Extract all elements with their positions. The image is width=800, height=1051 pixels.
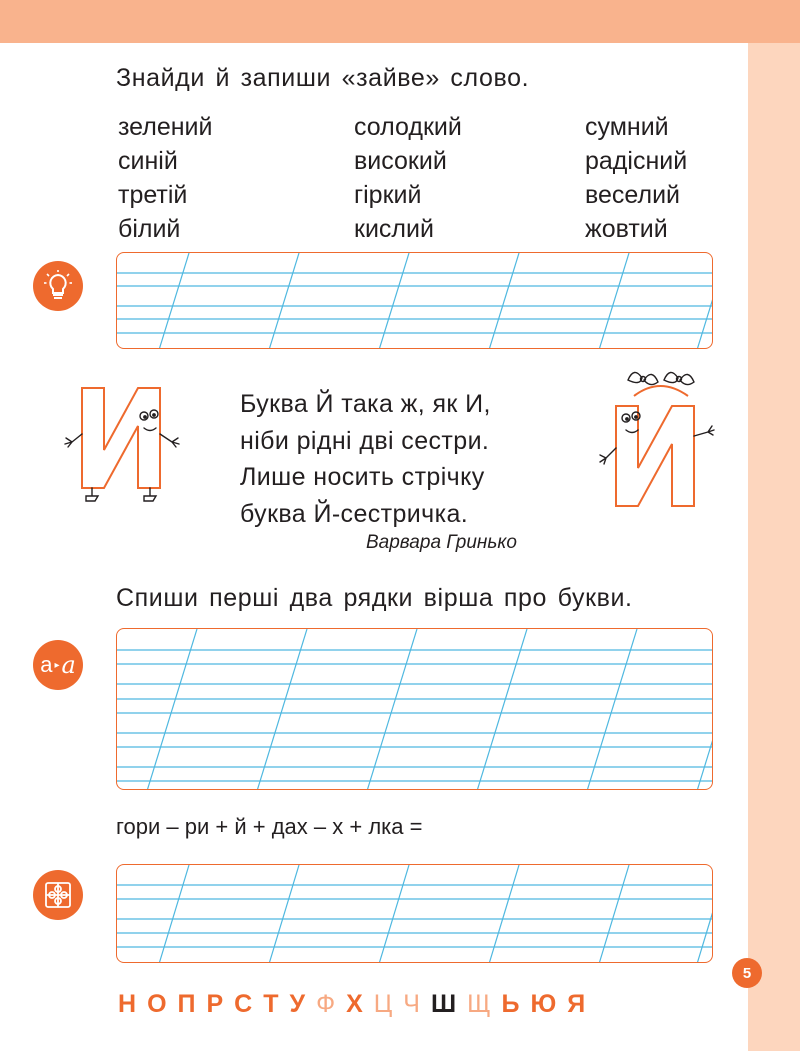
alphabet-letter: Т — [263, 990, 279, 1018]
alphabet-letter: Ю — [530, 990, 557, 1018]
alphabet-letter: Ч — [403, 990, 420, 1018]
alphabet-letter: У — [289, 990, 306, 1018]
alphabet-letter: Х — [346, 990, 363, 1018]
writing-lines-2[interactable] — [116, 628, 713, 790]
word: зелений — [118, 113, 213, 141]
alphabet-letter: Н — [118, 990, 137, 1018]
task1-instruction: Знайди й запиши «зайве» слово. — [116, 64, 530, 92]
alphabet-letter: Ш — [430, 990, 457, 1018]
alphabet-letter: О — [147, 990, 167, 1018]
poem-line: Лише носить стрічку — [240, 463, 485, 491]
writing-lines-3[interactable] — [116, 864, 713, 963]
word: жовтий — [585, 215, 668, 243]
word: кислий — [354, 215, 434, 243]
poem-line: буква Й-сестричка. — [240, 499, 469, 528]
poem-author: Варвара Гринько — [366, 532, 517, 553]
alphabet-letter: Я — [567, 990, 586, 1018]
ruling — [117, 629, 713, 790]
alphabet-letter: Р — [206, 990, 224, 1018]
word: високий — [354, 147, 447, 175]
script-letter: a — [61, 651, 76, 679]
alphabet-letter: Ф — [316, 990, 336, 1018]
alphabet-letter: С — [234, 990, 253, 1018]
alphabet-strip — [118, 990, 585, 1019]
top-band — [0, 0, 800, 43]
print-to-script-icon — [33, 640, 83, 690]
word: веселий — [585, 181, 680, 209]
letter-short-i-character — [594, 366, 744, 531]
poem — [240, 386, 491, 532]
ruling — [117, 865, 713, 963]
word: третій — [118, 181, 188, 209]
writing-lines-1[interactable] — [116, 252, 713, 349]
puzzle-icon — [33, 870, 83, 920]
word-column-1 — [118, 110, 212, 246]
side-strip — [748, 43, 800, 1051]
word: білий — [118, 215, 181, 243]
word-column-3 — [585, 110, 687, 246]
letter-i-character — [56, 384, 206, 517]
word: синій — [118, 147, 178, 175]
alphabet-letter: Ь — [501, 990, 520, 1018]
page-number: 5 — [732, 958, 762, 988]
ruling — [117, 253, 713, 349]
word-column-2 — [354, 110, 462, 246]
alphabet-letter: П — [177, 990, 196, 1018]
alphabet-letter: Ц — [373, 990, 393, 1018]
alphabet-letter: Щ — [467, 990, 491, 1018]
task2-instruction: Спиши перші два рядки вірша про букви. — [116, 584, 633, 612]
word-formula: гори – ри + й + дах – х + лка = — [116, 814, 423, 839]
poem-line: ніби рідні дві сестри. — [240, 426, 490, 455]
print-letter: а — [40, 652, 53, 677]
word: гіркий — [354, 181, 422, 209]
poem-line: Буква Й така ж, як И, — [240, 390, 491, 418]
word: сумний — [585, 113, 669, 141]
word: солодкий — [354, 113, 462, 141]
arrow-right-icon: ▸ — [54, 659, 60, 671]
lightbulb-icon — [33, 261, 83, 311]
word: радісний — [585, 147, 688, 175]
